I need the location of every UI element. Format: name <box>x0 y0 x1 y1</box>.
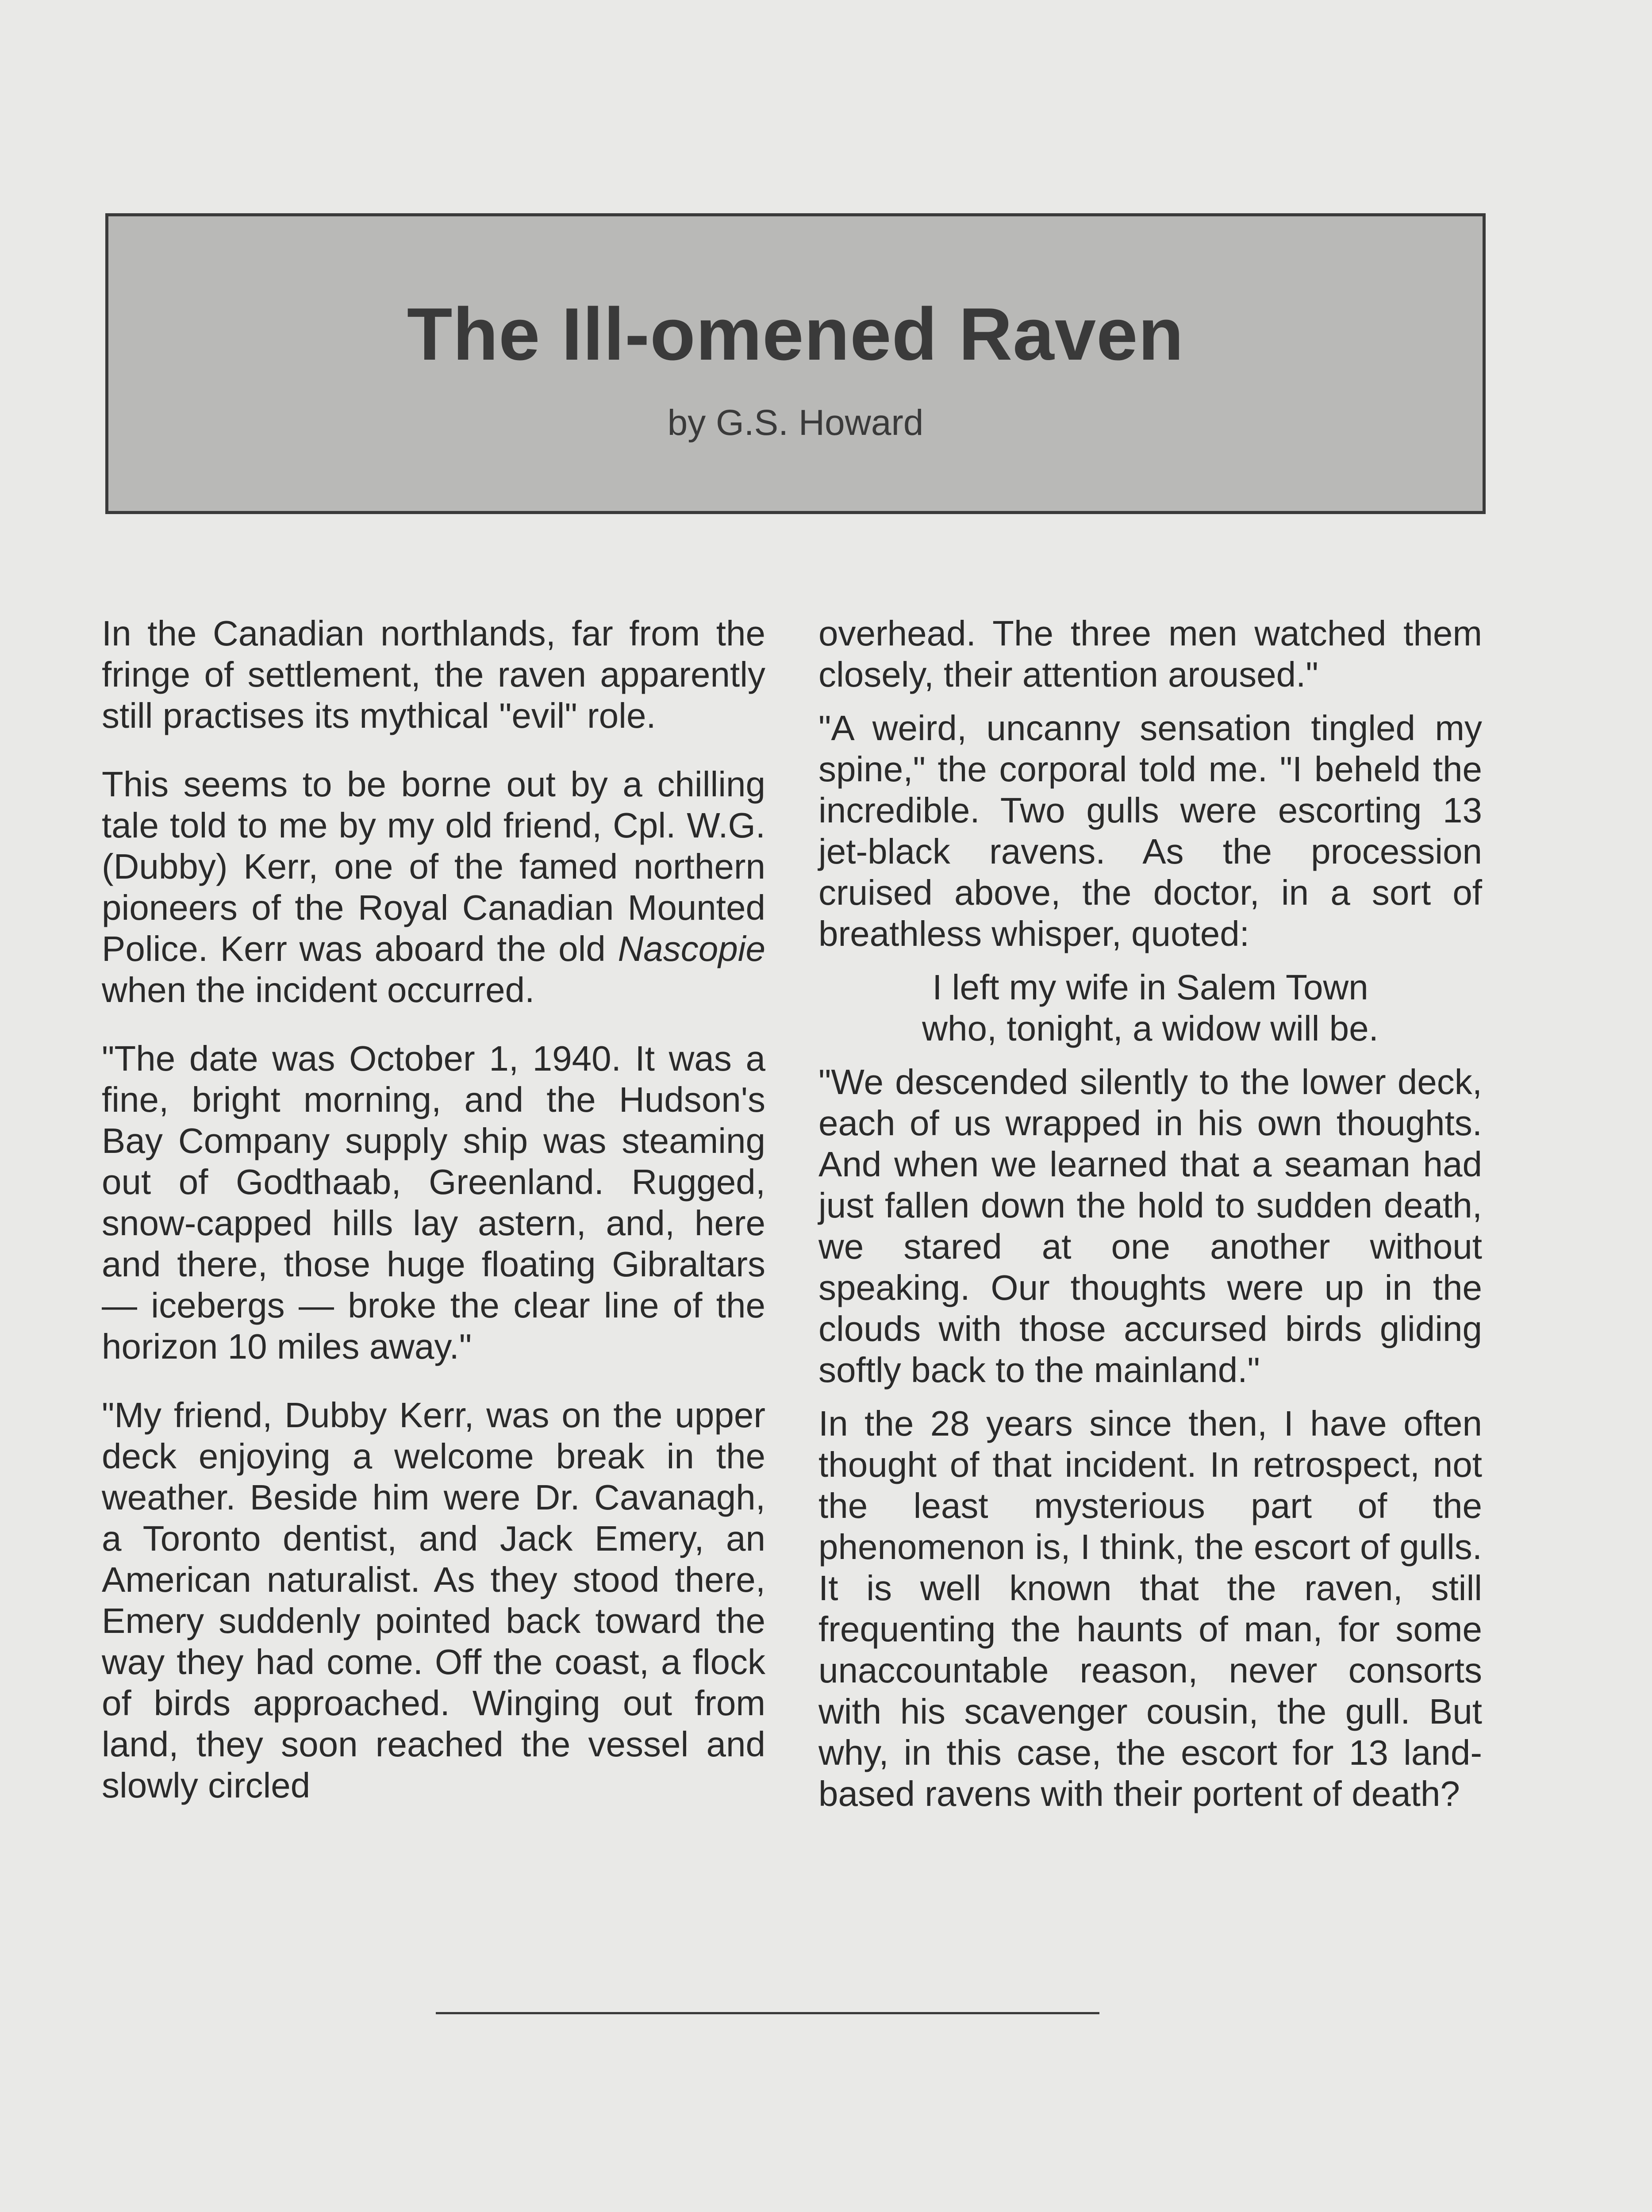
paragraph: In the Canadian northlands, far from the fringe of settlement, the raven apparently still practises its mythical "evil" role. <box>102 614 765 735</box>
paragraph-text: when the incident occurred. <box>102 970 535 1010</box>
left-column <box>102 613 765 1833</box>
ship-name: Nascopie <box>618 929 765 968</box>
paragraph: "A weird, uncanny sensation tingled my spine," the corporal told me. "I beheld the incredible. Two gulls were escorting 13 jet-black ravens. As the procession cruised above, the doctor, in a sort of breathless whisper, quoted: <box>818 708 1482 953</box>
paragraph <box>102 764 765 1010</box>
paragraph: "My friend, Dubby Kerr, was on the upper deck enjoying a welcome break in the weather. Beside him were Dr. Cavanagh, a Toronto dentist, and Jack Emery, an American naturalist. As they stood there, Emery suddenly pointed back toward the way they had come. Off the coast, a flock of birds approached. Winging out from land, they soon reached the vessel and slowly circled <box>102 1395 765 1805</box>
paragraph: "We descended silently to the lower deck, each of us wrapped in his own thoughts. And when we learned that a seaman had just fallen down the hold to sudden death, we stared at one another without speaking. Our thoughts were up in the clouds with those accursed birds gliding softly back to the mainland." <box>818 1062 1482 1390</box>
title-box <box>105 213 1486 514</box>
verse-line: who, tonight, a widow will be. <box>922 1009 1379 1048</box>
verse-line: I left my wife in Salem Town <box>932 968 1368 1007</box>
article-byline: by G.S. Howard <box>667 403 924 443</box>
section-divider <box>436 2012 1099 2014</box>
paragraph: In the 28 years since then, I have often thought of that incident. In retrospect, not the least mysterious part of the phenomenon is, I think, the escort of gulls. It is well known that the raven, still frequenting the haunts of man, for some unaccountable reason, never consorts with his scavenger cousin, the gull. But why, in this case, the escort for 13 land-based ravens with their portent of death? <box>818 1404 1482 1813</box>
paragraph: overhead. The three men watched them closely, their attention aroused." <box>818 614 1482 694</box>
paragraph-text: This seems to be borne out by a chilling tale told to me by my old friend, Cpl. W.G. (Dubby) Kerr, one of the famed northern pioneers of the Royal Canadian Mounted Police. Kerr was aboard the old <box>102 764 765 968</box>
paragraph: "The date was October 1, 1940. It was a fine, bright morning, and the Hudson's Bay Company supply ship was steaming out of Godthaab, Greenland. Rugged, snow-capped hills lay astern, and, here and there, those huge floating Gibraltars — icebergs — broke the clear line of the horizon 10 miles away." <box>102 1039 765 1366</box>
verse-quote <box>818 967 1482 1049</box>
article-title: The Ill-omened Raven <box>407 292 1184 376</box>
right-column <box>818 613 1482 1842</box>
